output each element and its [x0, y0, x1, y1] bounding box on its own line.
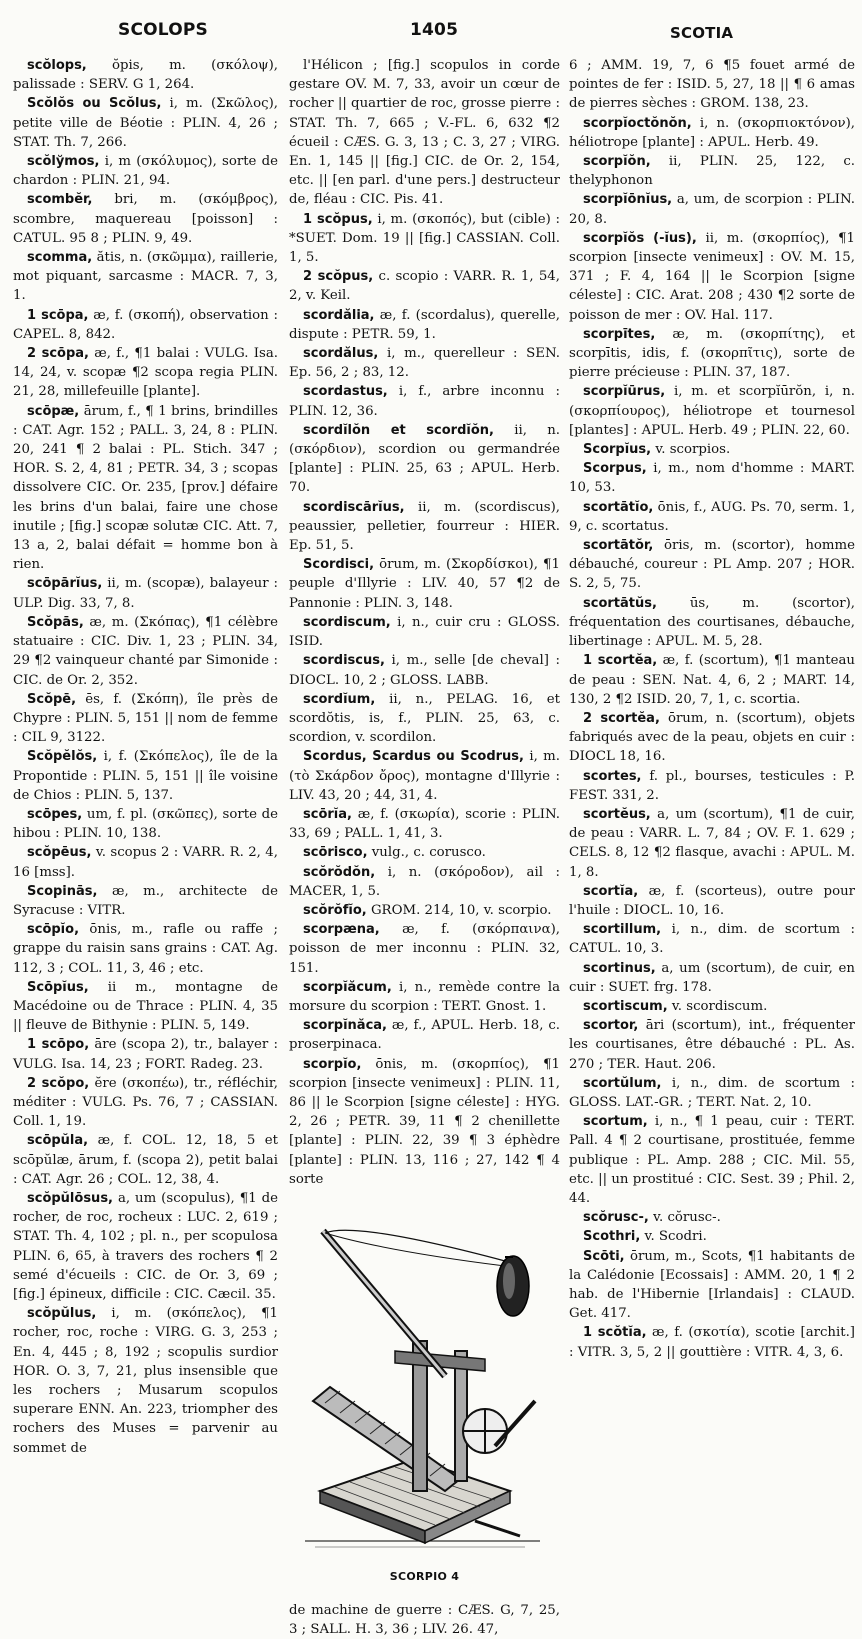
entry-definition: ōrum, m. (Σκορδίσκοι), ¶1 peuple d'Illyrie : LIV. 40, 57 ¶2 de Pannonie : PLIN. 3, 148. [289, 557, 560, 611]
entry-headword: Scŏlŏs ou Scŏlus, [27, 96, 162, 112]
dictionary-entry [289, 843, 560, 862]
entry-definition: āre (scopa 2), tr., balayer : VULG. Isa. 14, 23 ; FORT. Radeg. 23. [13, 1037, 279, 1072]
entry-headword: scortum, [583, 1114, 648, 1130]
dictionary-entry [289, 344, 560, 382]
dictionary-entry [289, 920, 560, 978]
dictionary-entry [569, 959, 855, 997]
dictionary-entry [289, 863, 560, 901]
entry-definition: ii, PLIN. 25, 122, c. thelyphonon [569, 154, 856, 189]
entry-headword: scordălia, [303, 307, 375, 323]
entry-definition: vulg., c. corusco. [371, 845, 486, 861]
scorpio-illustration [289, 1191, 560, 1599]
entry-headword: scortiscum, [583, 998, 668, 1014]
entry-headword: scordiscārĭus, [303, 499, 405, 515]
entry-definition: ōrum, m., Scots, ¶1 habitants de la Calédonie [Ecossais] : AMM. 20, 1 ¶ 2 hab. de l'Hibernie [Irlandais] : CLAUD. Get. 417. [569, 1248, 855, 1322]
dictionary-entry [569, 920, 855, 958]
dictionary-entry [13, 1074, 278, 1132]
dictionary-entry [289, 1016, 560, 1054]
entry-headword: scordĭlŏn et scordĭŏn, [303, 422, 494, 438]
entry-headword: scōpĭo, [27, 922, 80, 938]
dictionary-entry [13, 805, 278, 843]
entry-definition: æ, m. (σκορπίτης), et scorpītis, idis, f. (σκορπῖτις), sorte de pierre précieuse : PLIN. 37, 187. [569, 326, 855, 381]
entry-definition: GROM. 214, 10, v. scorpio. [370, 902, 552, 918]
dictionary-entry [289, 1055, 560, 1189]
entry-headword: scorpĭoctŏnŏn, [583, 115, 692, 131]
entry-definition: ătis, n. (σκῶμμα), raillerie, mot piquant, sarcasme : MACR. 7, 3, 1. [13, 250, 278, 304]
dictionary-entry [569, 1227, 855, 1246]
entry-definition: f. pl., bourses, testicules : P. FEST. 331, 2. [569, 768, 855, 803]
entry-definition: i, n., ¶ 1 peau, cuir : TERT. Pall. 4 ¶ 2 courtisane, prostituée, femme publique : PL. Amp. 288 ; CIC. Mil. 55, etc. || un prostitué : CIC. Sest. 39 ; Phil. 2, 44. [569, 1114, 856, 1206]
dictionary-entry [569, 440, 855, 459]
entry-definition: v. scorpios. [655, 442, 731, 458]
entry-headword: 2 scōpa, [27, 346, 89, 362]
dictionary-entry [13, 978, 278, 1036]
entry-headword: Scordus, Scardus ou Scodrus, [303, 749, 524, 765]
entry-definition: æ, f. (scordalus), querelle, dispute : PETR. 59, 1. [289, 307, 560, 342]
entry-headword: 1 scōpo, [27, 1037, 90, 1053]
entry-definition: i, m., selle [de cheval] : DIOCL. 10, 2 ; GLOSS. LABB. [289, 653, 560, 688]
dictionary-entry [569, 997, 855, 1016]
entry-headword: scordĭum, [303, 691, 376, 707]
entry-definition: ārum, f., ¶ 1 brins, brindilles : CAT. Agr. 152 ; PALL. 3, 24, 8 : PLIN. 20, 241 ¶ 2 balai : PL. Stich. 347 ; HOR. S. 2, 4, 81 ; PETR. 34, 3 ; scopas dissolvere CIC. Or. 235, [prov.] défaire les brins d'un balai, faire une chose inutile ; [fig.] scopæ solutæ CIC. Att. 7, 13 a, 2, balai défait = homme bon à rien. [13, 403, 278, 573]
dictionary-entry [13, 882, 278, 920]
entry-definition: æ, f. (σκοπή), observation : CAPEL. 8, 842. [13, 307, 278, 342]
entry-headword: scŏpŭlus, [27, 1306, 97, 1322]
dictionary-entry [569, 651, 855, 709]
header-right-guideword: SCOTIA [670, 24, 734, 42]
dictionary-entry [569, 190, 855, 228]
dictionary-entry [13, 190, 278, 248]
dictionary-entry [13, 344, 278, 402]
entry-headword: Scŏpē, [27, 691, 77, 707]
entry-headword: scorpĭōnĭus, [583, 192, 673, 208]
entry-definition: æ, f. (σκόρπαινα), poisson de mer inconnu : PLIN. 32, 151. [289, 922, 560, 976]
dictionary-entry [569, 152, 855, 190]
entry-definition: v. scopus 2 : VARR. R. 2, 4, 16 [mss]. [13, 845, 278, 880]
entry-definition: æ, f. (σκωρία), scorie : PLIN. 33, 69 ; PALL. 1, 41, 3. [289, 806, 560, 842]
entry-headword: scōrĭa, [303, 806, 352, 822]
entry-definition: i, m. (τὸ Σκάρδον ὄρος), montagne d'Illyrie : LIV. 43, 20 ; 44, 31, 4. [289, 749, 560, 803]
dictionary-entry [289, 978, 560, 1016]
entry-headword: Scōpĭus, [27, 979, 89, 995]
dictionary-entry [289, 555, 560, 613]
dictionary-entry [569, 1016, 855, 1074]
dictionary-entry [569, 1112, 855, 1208]
entry-definition: æ, f. COL. 12, 18, 5 et scōpŭlæ, ārum, f. (scopa 2), petit balai : CAT. Agr. 26 ; COL. 12, 38, 4. [13, 1133, 278, 1187]
dictionary-entry [569, 325, 855, 383]
entry-definition: i, n., remède contre la morsure du scorpion : TERT. Gnost. 1. [289, 979, 560, 1014]
entry-definition: ōrum, n. (scortum), objets fabriqués avec de la peau, objets en cuir : DIOCL 18, 16. [569, 710, 855, 765]
entry-definition: ŏpis, m. (σκόλοψ), palissade : SERV. G 1, 264. [13, 58, 278, 93]
entry-headword: scŏrŏdŏn, [303, 864, 376, 880]
entry-definition: i, m., nom d'homme : MART. 10, 53. [569, 461, 855, 496]
entry-headword: scŏpŭlōsus, [27, 1190, 113, 1206]
entry-headword: scortillum, [583, 922, 662, 938]
dictionary-entry [569, 805, 855, 882]
entry-headword: scordiscus, [303, 653, 385, 669]
dictionary-entry [13, 152, 278, 190]
entry-headword: scortinus, [583, 960, 656, 976]
entry-headword: scortĭa, [583, 883, 639, 899]
entry-definition: ii, m. (scordiscus), peaussier, pelletier, fourreur : HIER. Ep. 51, 5. [289, 499, 560, 554]
entry-headword: scorpĭŏs (-ĭus), [583, 230, 697, 246]
entry-headword: scortes, [583, 768, 642, 784]
entry-headword: 1 scŏpus, [303, 211, 373, 227]
entry-headword: Scōti, [583, 1248, 625, 1264]
dictionary-entry [289, 651, 560, 689]
entry-headword: scortātŭs, [583, 595, 657, 611]
dictionary-entry [13, 306, 278, 344]
entry-definition: i, m. et scorpĭūrŏn, i, n. (σκορπίουρος), héliotrope et tournesol [plantes] : APUL. Herb. 49 ; PLIN. 22, 60. [569, 384, 855, 438]
dictionary-entry [289, 1601, 560, 1639]
dictionary-entry [569, 536, 855, 594]
entry-definition: i, n., cuir cru : GLOSS. ISID. [289, 614, 560, 650]
entry-definition: a, um, de scorpion : PLIN. 20, 8. [569, 192, 855, 227]
dictionary-entry [289, 421, 560, 498]
entry-headword: scortĕus, [583, 806, 651, 822]
column-3 [569, 56, 856, 1360]
entry-headword: 1 scŏtĭa, [583, 1325, 647, 1341]
entry-definition: ii m., montagne de Macédoine ou de Thrace : PLIN. 4, 35 || fleuve de Bithynie : PLIN. 5, 149. [13, 979, 278, 1034]
entry-headword: scōpārĭus, [27, 576, 103, 592]
entry-definition: ūs, m. (scortor), fréquentation des courtisanes, débauche, libertinage : APUL. M. 5, 28. [569, 595, 856, 650]
entry-headword: scortātŏr, [583, 538, 654, 554]
dictionary-entry [289, 498, 560, 556]
entry-headword: scōpæ, [27, 403, 80, 419]
dictionary-entry [569, 767, 855, 805]
dictionary-entry [569, 382, 855, 440]
dictionary-entry [569, 709, 855, 767]
entry-headword: scōpŭla, [27, 1133, 89, 1149]
entry-headword: Scŏpĕlŏs, [27, 749, 98, 765]
dictionary-entry [289, 613, 560, 651]
entry-definition: æ, m. (Σκόπας), ¶1 célèbre statuaire : CIC. Div. 1, 23 ; PLIN. 34, 29 ¶2 vainqueur chanté par Simonide : CIC. de Or. 2, 352. [13, 614, 278, 688]
dictionary-entry [569, 1208, 855, 1227]
entry-headword: Scopinās, [27, 883, 98, 899]
entry-definition: ēs, f. (Σκόπη), île près de Chypre : PLIN. 5, 151 || nom de femme : CIL 9, 3122. [13, 691, 278, 746]
entry-headword: scombĕr, [27, 192, 93, 208]
entry-definition: um, f. pl. (σκῶπες), sorte de hibou : PLIN. 10, 138. [13, 806, 278, 842]
entry-definition: ōnis, m., rafle ou raffe ; grappe du raisin sans grains : CAT. Ag. 112, 3 ; COL. 11, 3, 46 ; etc. [13, 922, 278, 976]
dictionary-entry [569, 229, 855, 325]
dictionary-entry [289, 805, 560, 843]
entry-definition: i, m (σκόλυμος), sorte de chardon : PLIN. 21, 94. [13, 154, 278, 189]
scorpio-siege-engine-image [295, 1191, 550, 1563]
dictionary-entry [13, 248, 278, 306]
figure-caption: SCORPIO 4 [389, 1569, 460, 1583]
dictionary-entry [569, 1074, 855, 1112]
dictionary-entry [13, 94, 278, 152]
dictionary-entry [569, 459, 855, 497]
entry-headword: scorpĭŏn, [583, 154, 651, 170]
entry-headword: scorpĭăcum, [303, 979, 392, 995]
entry-headword: scorpītes, [583, 326, 656, 342]
entry-headword: scŏrusc-, [583, 1210, 649, 1226]
entry-definition: æ, f. (scorteus), outre pour l'huile : DIOCL. 10, 16. [569, 883, 855, 918]
entry-headword: Scorpĭus, [583, 442, 652, 458]
entry-definition: l'Hélicon ; [fig.] scopulos in corde gestare OV. M. 7, 33, avoir un cœur de rocher || quartier de roc, grosse pierre : STAT. Th. 7, 665 ; V.-FL. 6, 632 ¶2 écueil : CÆS. G. 3, 13 ; C. 3, 27 ; VIRG. En. 1, 145 || [fig.] CIC. de Or. 2, 154, etc. || [en parl. d'une pers.] destructeur de, fléau : CIC. Pis. 41. [289, 58, 560, 208]
dictionary-entry [13, 613, 278, 690]
entry-headword: scordastus, [303, 384, 388, 400]
dictionary-entry [13, 843, 278, 881]
entry-definition: āri (scortum), int., fréquenter les courtisanes, être débauché : PL. As. 270 ; TER. Haut. 206. [569, 1018, 855, 1072]
entry-definition: v. cŏrusc-. [653, 1210, 721, 1226]
dictionary-entry [569, 882, 855, 920]
dictionary-entry [569, 1247, 855, 1324]
dictionary-entry [13, 574, 278, 612]
entry-definition: a, um (scortum), de cuir, en cuir : SUET. frg. 178. [569, 960, 855, 995]
entry-definition: 6 ; AMM. 19, 7, 6 ¶5 fouet armé de pointes de fer : ISID. 5, 27, 18 || ¶ 6 amas de pierres sèches : GROM. 138, 23. [569, 58, 855, 112]
entry-definition: ii, n., PELAG. 16, et scordŏtis, is, f., PLIN. 25, 63, c. scordion, v. scordilon. [289, 691, 560, 746]
entry-definition: i, m., querelleur : SEN. Ep. 56, 2 ; 83, 12. [289, 346, 560, 381]
column-2 [289, 56, 561, 1638]
entry-headword: Scŏpās, [27, 614, 84, 630]
dictionary-entry [13, 1035, 278, 1073]
header-left-guideword: SCOLOPS [118, 20, 208, 40]
entry-headword: scortŭlum, [583, 1075, 662, 1091]
entry-definition: ōnis, m. (σκορπίος), ¶1 scorpion [insecte venimeux] : PLIN. 11, 86 || le Scorpion [signe céleste] : HYG. 2, 26 ; PETR. 39, 11 ¶ 2 chenillette [plante] : PLIN. 22, 39 ¶ 3 éphèdre [plante] : PLIN. 13, 116 ; 27, 142 ¶ 4 sorte [289, 1056, 560, 1187]
dictionary-entry [289, 267, 560, 305]
entry-definition: i, n., dim. de scortum : CATUL. 10, 3. [569, 922, 855, 957]
dictionary-entry [569, 56, 855, 114]
entry-definition: æ, f., APUL. Herb. 18, c. proserpinaca. [289, 1018, 560, 1053]
dictionary-entry [569, 114, 855, 152]
dictionary-entry [289, 901, 560, 920]
dictionary-entry [13, 747, 278, 805]
dictionary-entry [289, 382, 560, 420]
dictionary-entry [289, 210, 560, 268]
dictionary-entry [289, 747, 560, 805]
dictionary-entry [13, 920, 278, 978]
entry-headword: scŏrŏfĭo, [303, 902, 367, 918]
entry-headword: 2 scŏpus, [303, 269, 374, 285]
entry-definition: ĕre (σκοπέω), tr., réfléchir, méditer : VULG. Ps. 76, 7 ; CASSIAN. Coll. 1, 19. [13, 1075, 279, 1130]
entry-headword: scōpes, [27, 806, 83, 822]
entry-headword: scōrisco, [303, 845, 368, 861]
entry-definition: ii, n. (σκόρδιον), scordion ou germandrée [plante] : PLIN. 25, 63 ; APUL. Herb. 70. [289, 422, 560, 496]
dictionary-entry [289, 690, 560, 748]
entry-definition: de machine de guerre : CÆS. G, 7, 25, 3 ; SALL. H. 3, 36 ; LIV. 26. 47, [289, 1602, 560, 1638]
entry-definition: i, f. (Σκόπελος), île de la Propontide : PLIN. 5, 151 || île voisine de Chios : PLIN. 5, 137. [13, 749, 278, 803]
entry-definition: ōnis, f., AUG. Ps. 70, serm. 1, 9, c. scortatus. [569, 499, 855, 534]
entry-definition: i, n. (σκορπιοκτόνον), héliotrope [plante] : APUL. Herb. 49. [569, 115, 855, 150]
entry-definition: i, n. (σκόροδον), ail : MACER, 1, 5. [289, 864, 560, 899]
entry-definition: v. scordiscum. [671, 998, 768, 1014]
entry-definition: bri, m. (σκόμβρος), scombre, maquereau [poisson] : CATUL. 95 8 ; PLIN. 9, 49. [13, 192, 279, 246]
entry-definition: a, um (scortum), ¶1 de cuir, de peau : VARR. L. 7, 84 ; OV. F. 1. 629 ; CELS. 8, 12 ¶2 flasque, avachi : APUL. M. 1, 8. [569, 806, 855, 880]
entry-definition: æ, f. (scortum), ¶1 manteau de peau : SEN. Nat. 4, 6, 2 ; MART. 14, 130, 2 ¶2 ISID. 20, 7, 1, c. scortia. [569, 653, 855, 707]
dictionary-entry [13, 1304, 278, 1458]
entry-definition: i, m. (Σκῶλος), petite ville de Béotie : PLIN. 4, 26 ; STAT. Th. 7, 266. [13, 96, 279, 150]
entry-definition: i, n., dim. de scortum : GLOSS. LAT.-GR. ; TERT. Nat. 2, 10. [569, 1075, 855, 1110]
page-number: 1405 [410, 20, 459, 40]
entry-headword: scorpĭnăca, [303, 1018, 387, 1034]
entry-headword: scorpĭo, [303, 1056, 362, 1072]
dictionary-entry [289, 56, 560, 210]
entry-definition: æ, f. (σκοτία), scotie [archit.] : VITR. 3, 5, 2 || gouttière : VITR. 4, 3, 6. [569, 1325, 855, 1360]
entry-definition: æ, m., architecte de Syracuse : VITR. [13, 883, 278, 918]
dictionary-entry [569, 1323, 855, 1361]
dictionary-entry [13, 402, 278, 575]
column-1 [13, 56, 279, 1456]
running-header [0, 14, 862, 48]
entry-headword: 2 scortĕa, [583, 710, 660, 726]
entry-headword: scŏpēus, [27, 845, 92, 861]
entry-headword: scorpæna, [303, 922, 380, 938]
entry-definition: ii, m. (scopæ), balayeur : ULP. Dig. 33, 7, 8. [13, 576, 279, 611]
dictionary-entry [13, 1131, 278, 1189]
entry-headword: scorpĭūrus, [583, 384, 666, 400]
entry-definition: a, um (scopulus), ¶1 de rocher, de roc, rocheux : LUC. 2, 619 ; STAT. Th. 4, 102 ; pl. n., per scopulosa PLIN. 6, 65, à travers des rochers ¶ 2 semé d'écueils : CIC. de Or. 3, 69 ; [fig.] épineux, difficile : CIC. Cæcil. 35. [13, 1190, 278, 1302]
dictionary-entry [13, 690, 278, 748]
dictionary-entry [569, 498, 855, 536]
dictionary-entry [13, 56, 278, 94]
entry-headword: scortor, [583, 1018, 639, 1034]
entry-definition: i, m. (σκόπελος), ¶1 rocher, roc, roche : VIRG. G. 3, 253 ; En. 4, 445 ; 8, 192 ; scopulis surdior HOR. O. 3, 7, 21, plus insensible que les rochers ; Musarum scopulos superare ENN. An. 223, triompher des rochers des Muses = parvenir au sommet de [13, 1306, 278, 1456]
entry-headword: scordiscum, [303, 614, 391, 630]
entry-definition: i, m. (σκοπός), but (cible) : *SUET. Dom. 19 || [fig.] CASSIAN. Coll. 1, 5. [289, 211, 560, 266]
entry-headword: 2 scŏpo, [27, 1075, 90, 1091]
dictionary-entry [569, 594, 855, 652]
entry-definition: i, f., arbre inconnu : PLIN. 12, 36. [289, 384, 561, 419]
entry-headword: 1 scortĕa, [583, 653, 658, 669]
entry-headword: scordălus, [303, 346, 379, 362]
entry-definition: v. Scodri. [644, 1229, 707, 1245]
entry-definition: ii, m. (σκορπίος), ¶1 scorpion [insecte venimeux] : OV. M. 15, 371 ; F. 4, 164 || le Scorpion [signe céleste] : CIC. Arat. 208 ; 430 ¶2 sorte de poisson de mer : OV. Hal. 117. [569, 230, 855, 323]
dictionary-entry [13, 1189, 278, 1304]
entry-headword: scŏlўmos, [27, 154, 100, 170]
entry-headword: scŏlops, [27, 58, 87, 73]
entry-headword: scortātĭo, [583, 499, 654, 515]
entry-headword: Scordisci, [303, 557, 375, 573]
entry-definition: c. scopio : VARR. R. 1, 54, 2, v. Keil. [289, 269, 560, 304]
entry-headword: Scothri, [583, 1229, 641, 1245]
entry-definition: æ, f., ¶1 balai : VULG. Isa. 14, 24, v. scopæ ¶2 scopa regia PLIN. 21, 28, millefeuille [plante]. [13, 346, 278, 400]
entry-headword: scomma, [27, 250, 93, 266]
entry-headword: Scorpus, [583, 461, 647, 477]
entry-definition: ōris, m. (scortor), homme débauché, coureur : PL Amp. 207 ; HOR. S. 2, 5, 75. [569, 538, 855, 592]
dictionary-entry [289, 306, 560, 344]
entry-headword: 1 scōpa, [27, 307, 89, 323]
